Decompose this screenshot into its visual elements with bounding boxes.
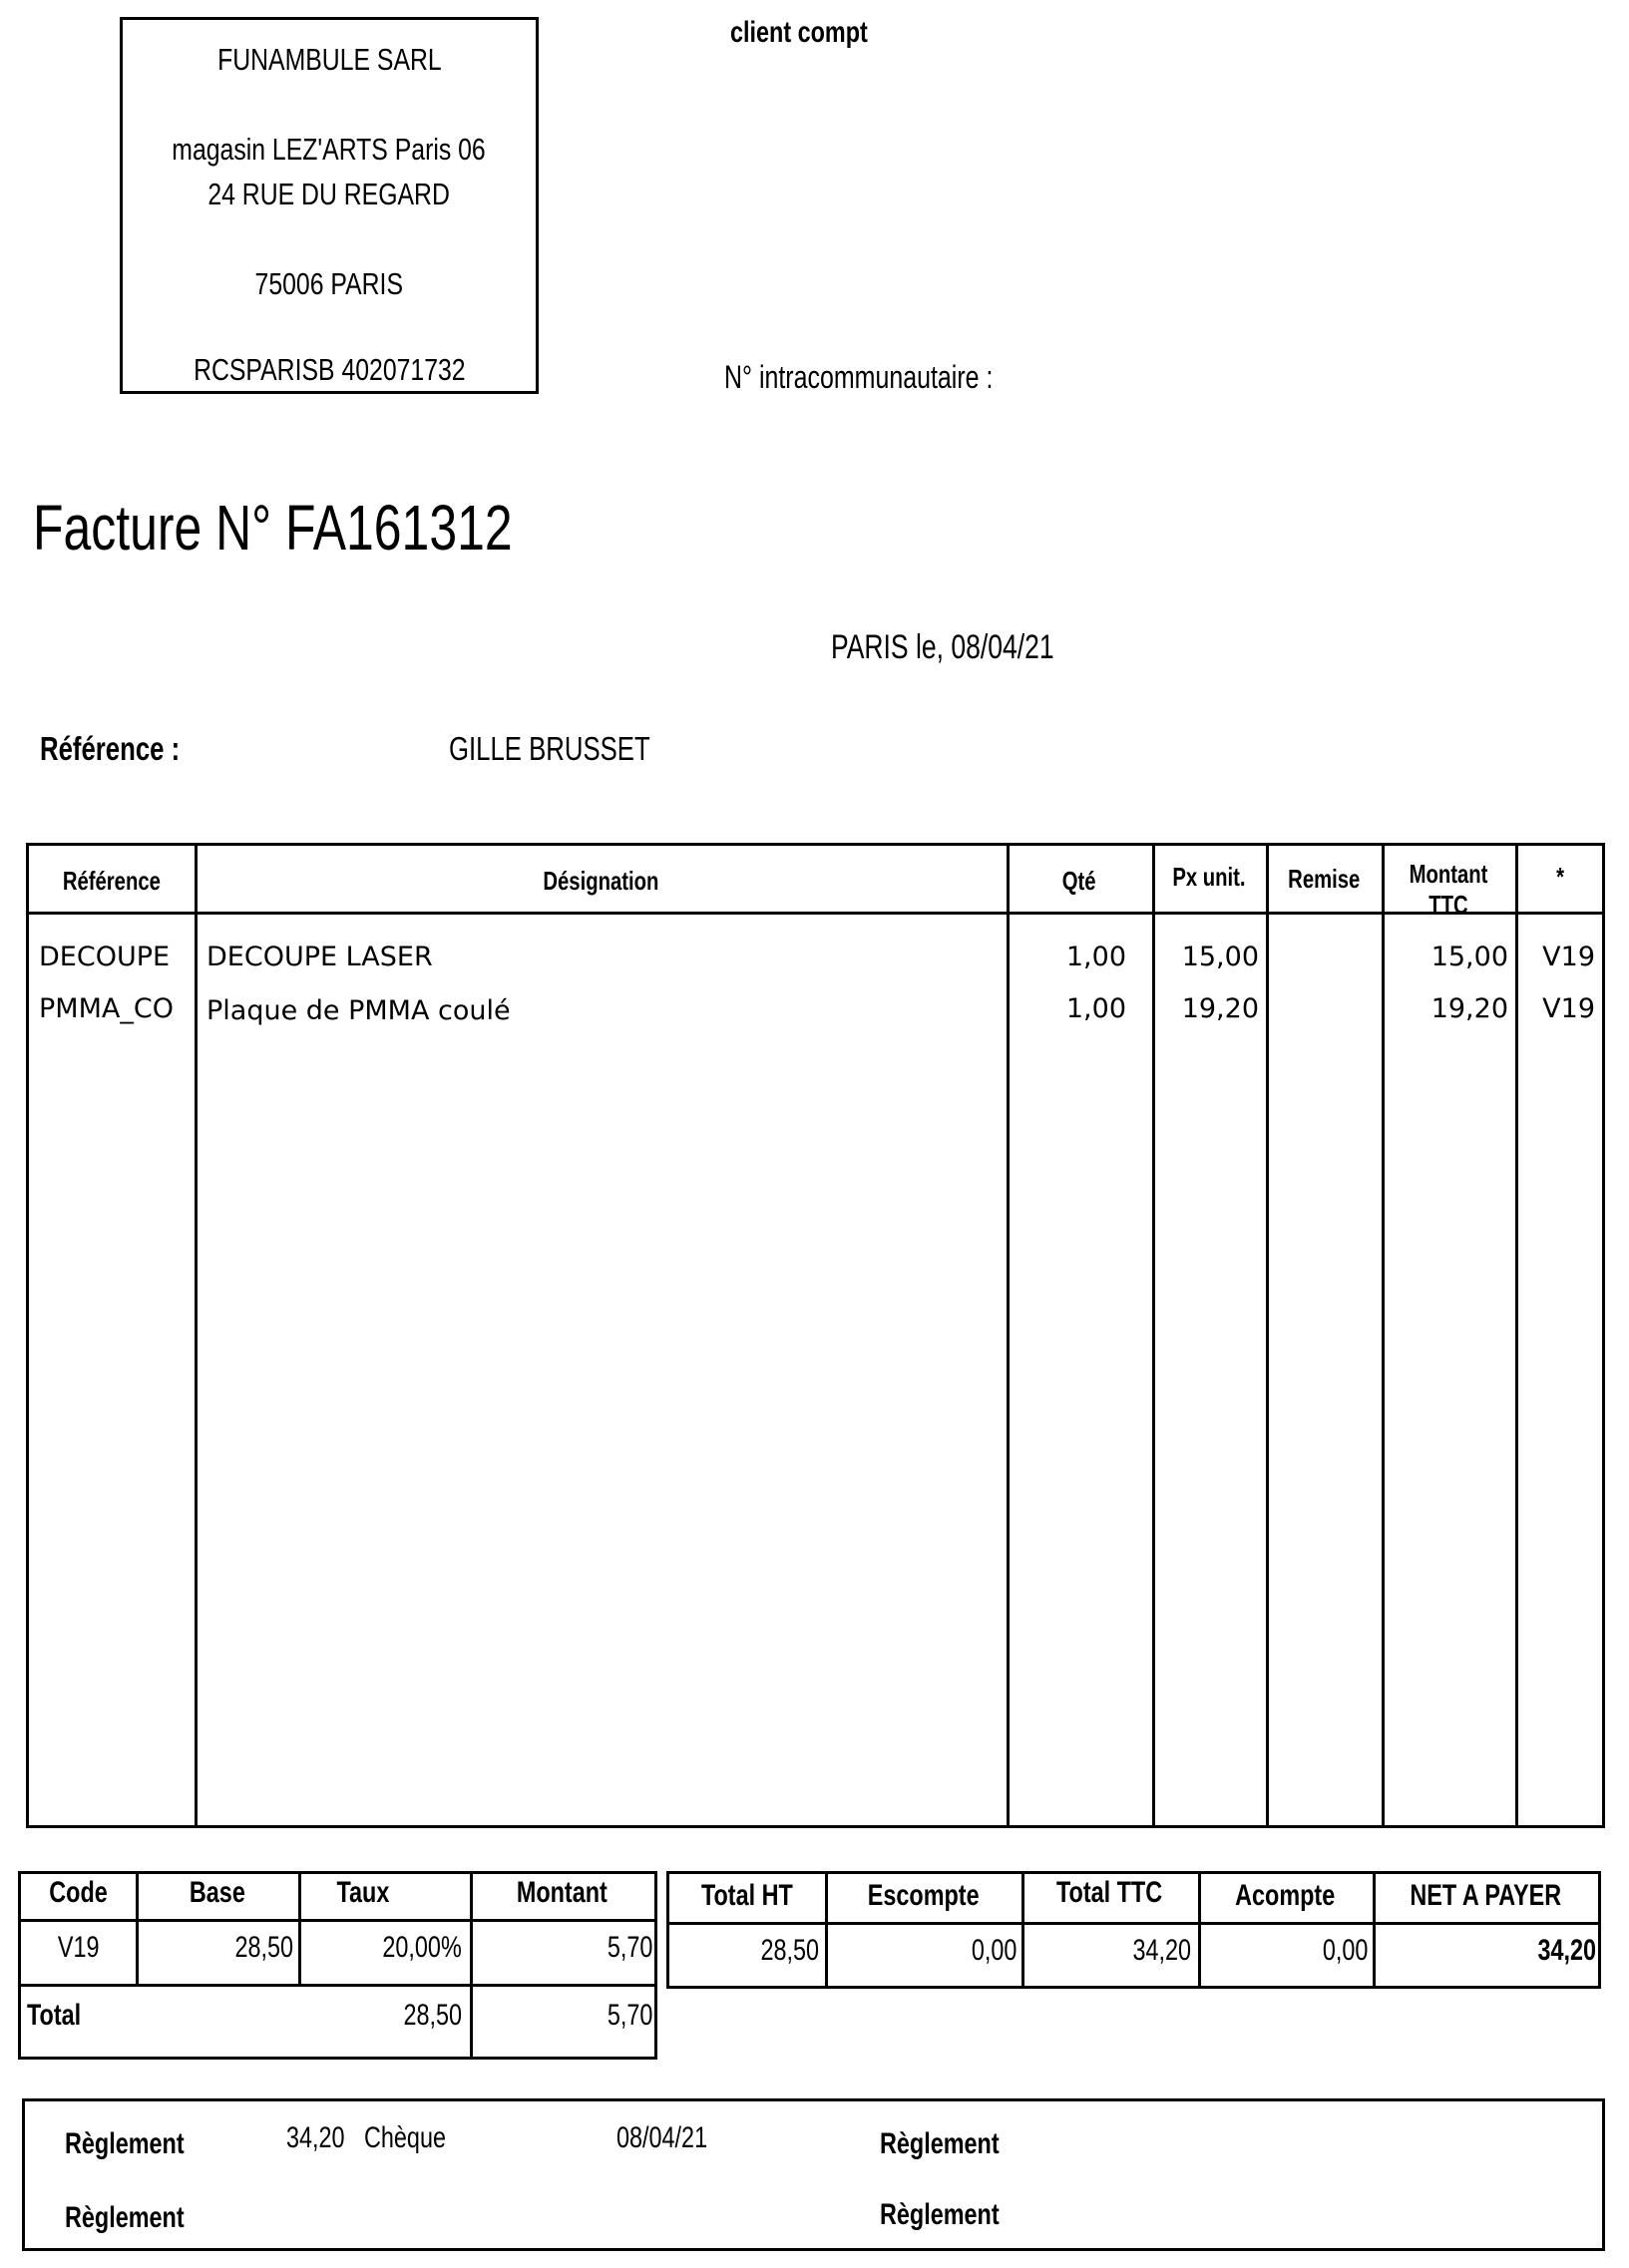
company-street: 24 RUE DU REGARD: [207, 177, 451, 211]
payment-label-4: Règlement: [880, 2198, 1000, 2231]
tax-total-label: Total: [27, 1999, 82, 2032]
tax-summary-table: [18, 1871, 657, 2060]
row1-reference: DECOUPE: [39, 942, 171, 972]
row1-designation: DECOUPE LASER: [206, 942, 433, 972]
reference-label: Référence :: [40, 730, 181, 767]
row1-amount: 15,00: [1430, 942, 1508, 972]
totals-ttc-value: 34,20: [1132, 1934, 1191, 1967]
totals-header-discount: Escompte: [867, 1879, 980, 1912]
client-compt-label: client compt: [730, 16, 868, 49]
totals-header-deposit: Acompte: [1235, 1879, 1336, 1912]
header-reference: Référence: [62, 866, 162, 896]
totals-header-net: NET A PAYER: [1410, 1879, 1561, 1912]
column-divider: [1266, 846, 1269, 1825]
tax-base: 28,50: [234, 1931, 293, 1964]
totals-header-divider: [669, 1922, 1598, 1925]
row1-qty: 1,00: [1065, 942, 1126, 972]
invoice-lines-table: [26, 843, 1605, 1828]
header-amount: Montant TTC: [1409, 859, 1488, 920]
row2-qty: 1,00: [1065, 993, 1126, 1024]
tax-header-base: Base: [189, 1876, 245, 1909]
payment-amount: 34,20: [286, 2121, 345, 2154]
totals-ht-value: 28,50: [760, 1934, 819, 1967]
tax-header-rate: Taux: [336, 1876, 390, 1909]
header-tax: *: [1556, 862, 1564, 892]
company-city: 75006 PARIS: [254, 266, 404, 301]
payment-date: 08/04/21: [616, 2121, 708, 2154]
payment-method: Chèque: [364, 2121, 446, 2154]
invoice-title: Facture N° FA161312: [33, 492, 513, 564]
row1-unit-price: 15,00: [1181, 942, 1259, 972]
totals-table: [666, 1871, 1601, 1989]
totals-header-ht: Total HT: [701, 1879, 793, 1912]
payment-label-1: Règlement: [65, 2127, 185, 2160]
payment-box: [22, 2098, 1605, 2251]
company-rcs: RCSPARISB 402071732: [193, 352, 466, 387]
header-designation: Désignation: [542, 866, 659, 896]
header-discount: Remise: [1287, 864, 1361, 894]
reference-value: GILLE BRUSSET: [449, 730, 650, 767]
header-qty: Qté: [1062, 866, 1096, 896]
totals-discount-value: 0,00: [971, 1934, 1017, 1967]
table-header-divider: [29, 912, 1602, 915]
payment-label-3: Règlement: [65, 2201, 185, 2234]
intracommunity-label: N° intracommunautaire :: [724, 359, 994, 395]
row2-amount: 19,20: [1430, 993, 1508, 1024]
row2-tax: V19: [1542, 993, 1595, 1024]
column-divider: [195, 846, 198, 1825]
row2-unit-price: 19,20: [1181, 993, 1259, 1024]
company-name: FUNAMBULE SARL: [216, 42, 442, 77]
invoice-date: PARIS le, 08/04/21: [831, 628, 1054, 666]
tax-total-base: 28,50: [403, 1999, 462, 2032]
tax-rate: 20,00%: [382, 1931, 462, 1964]
tax-header-amount: Montant: [517, 1876, 608, 1909]
totals-deposit-value: 0,00: [1322, 1934, 1368, 1967]
tax-total-divider: [21, 1984, 654, 1987]
tax-amount: 5,70: [607, 1931, 652, 1964]
row2-designation: Plaque de PMMA coulé: [206, 995, 511, 1026]
tax-header-code: Code: [49, 1876, 108, 1909]
tax-total-amount: 5,70: [607, 1999, 652, 2032]
header-unit-price: Px unit.: [1172, 862, 1246, 892]
tax-header-divider: [21, 1919, 654, 1922]
row2-reference: PMMA_CO: [39, 993, 174, 1024]
totals-net-value: 34,20: [1537, 1934, 1596, 1967]
totals-header-ttc: Total TTC: [1056, 1876, 1163, 1909]
company-box: [120, 17, 539, 394]
tax-code: V19: [57, 1931, 100, 1964]
company-store: magasin LEZ'ARTS Paris 06: [172, 132, 487, 167]
payment-label-2: Règlement: [880, 2127, 1000, 2160]
row1-tax: V19: [1542, 942, 1595, 972]
